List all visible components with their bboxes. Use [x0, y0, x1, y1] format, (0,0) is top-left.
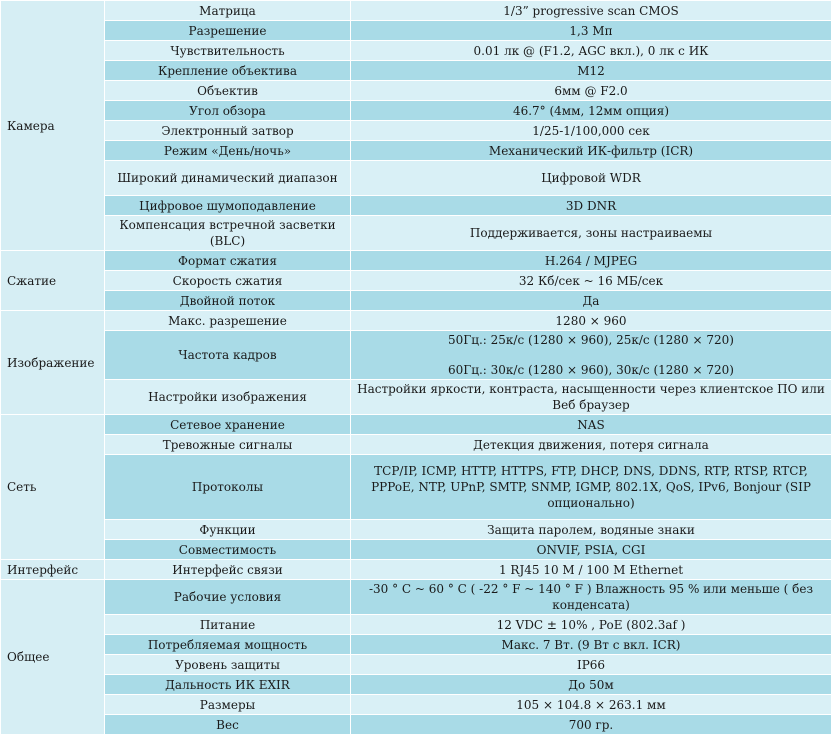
parameter-cell: Интерфейс связи [105, 560, 351, 580]
table-row [1, 121, 831, 141]
parameter-cell: Двойной поток [105, 291, 351, 311]
parameter-cell: Уровень защиты [105, 655, 351, 675]
table-row [1, 615, 831, 635]
parameter-cell: Питание [105, 615, 351, 635]
table-row [1, 695, 831, 715]
table-row [1, 635, 831, 655]
table-row [1, 291, 831, 311]
parameter-cell: Формат сжатия [105, 251, 351, 271]
parameter-cell: Сетевое хранение [105, 415, 351, 435]
value-cell: Макс. 7 Вт. (9 Вт с вкл. ICR) [351, 635, 831, 655]
category-cell: Изображение [1, 311, 105, 415]
table-row [1, 455, 831, 520]
specifications-body [1, 1, 831, 735]
parameter-cell: Угол обзора [105, 101, 351, 121]
category-cell: Сжатие [1, 251, 105, 311]
table-row [1, 196, 831, 216]
value-cell: 1 RJ45 10 M / 100 M Ethernet [351, 560, 831, 580]
parameter-cell: Макс. разрешение [105, 311, 351, 331]
parameter-cell: Чувствительность [105, 41, 351, 61]
value-cell: TCP/IP, ICMP, HTTP, HTTPS, FTP, DHCP, DNS, DDNS, RTP, RTSP, RTCP, PPPoE, NTP, UPnP, SMTP, SNMP, IGMP, 802.1X, QoS, IPv6, Bonjour (SIP опционально) [351, 455, 831, 520]
category-cell: Общее [1, 580, 105, 735]
table-row [1, 271, 831, 291]
parameter-cell: Матрица [105, 1, 351, 21]
table-row [1, 435, 831, 455]
parameter-cell: Режим «День/ночь» [105, 141, 351, 161]
table-row [1, 675, 831, 695]
value-cell: 1280 × 960 [351, 311, 831, 331]
table-row [1, 311, 831, 331]
parameter-cell: Частота кадров [105, 331, 351, 380]
table-row [1, 580, 831, 615]
value-line: 60Гц.: 30к/с (1280 × 960), 30к/с (1280 × 720) [355, 362, 827, 378]
table-row [1, 81, 831, 101]
table-row [1, 101, 831, 121]
table-row [1, 251, 831, 271]
parameter-cell: Цифровое шумоподавление [105, 196, 351, 216]
value-cell: IP66 [351, 655, 831, 675]
table-row [1, 1, 831, 21]
parameter-cell: Широкий динамический диапазон [105, 161, 351, 196]
table-row [1, 41, 831, 61]
parameter-cell: Протоколы [105, 455, 351, 520]
table-row [1, 520, 831, 540]
category-cell: Сеть [1, 415, 105, 560]
value-cell: 105 × 104.8 × 263.1 мм [351, 695, 831, 715]
parameter-cell: Крепление объектива [105, 61, 351, 81]
table-row [1, 21, 831, 41]
value-line: 50Гц.: 25к/с (1280 × 960), 25к/с (1280 × 720) [355, 332, 827, 348]
value-cell: 12 VDC ± 10% , PoE (802.3af ) [351, 615, 831, 635]
parameter-cell: Совместимость [105, 540, 351, 560]
parameter-cell: Скорость сжатия [105, 271, 351, 291]
value-cell: 3D DNR [351, 196, 831, 216]
value-cell: 1,3 Мп [351, 21, 831, 41]
value-cell: 46.7° (4мм, 12мм опция) [351, 101, 831, 121]
value-cell: NAS [351, 415, 831, 435]
value-cell: Защита паролем, водяные знаки [351, 520, 831, 540]
value-cell: 700 гр. [351, 715, 831, 735]
table-row [1, 715, 831, 735]
table-row [1, 61, 831, 81]
parameter-cell: Рабочие условия [105, 580, 351, 615]
value-cell: Цифровой WDR [351, 161, 831, 196]
value-cell: H.264 / MJPEG [351, 251, 831, 271]
table-row [1, 331, 831, 380]
value-cell: До 50м [351, 675, 831, 695]
parameter-cell: Объектив [105, 81, 351, 101]
table-row [1, 560, 831, 580]
value-cell: M12 [351, 61, 831, 81]
value-cell: 32 Кб/сек ~ 16 МБ/сек [351, 271, 831, 291]
value-cell [351, 331, 831, 380]
table-row [1, 540, 831, 560]
table-row [1, 141, 831, 161]
table-row [1, 161, 831, 196]
parameter-cell: Настройки изображения [105, 380, 351, 415]
value-cell: 6мм @ F2.0 [351, 81, 831, 101]
table-row [1, 655, 831, 675]
value-cell: Поддерживается, зоны настраиваемы [351, 216, 831, 251]
parameter-cell: Электронный затвор [105, 121, 351, 141]
value-cell: Механический ИК-фильтр (ICR) [351, 141, 831, 161]
value-cell: 1/25-1/100,000 сек [351, 121, 831, 141]
parameter-cell: Тревожные сигналы [105, 435, 351, 455]
value-cell: 1/3” progressive scan CMOS [351, 1, 831, 21]
table-row [1, 415, 831, 435]
table-row [1, 380, 831, 415]
value-cell: Да [351, 291, 831, 311]
value-cell: 0.01 лк @ (F1.2, AGC вкл.), 0 лк с ИК [351, 41, 831, 61]
value-cell: Детекция движения, потеря сигнала [351, 435, 831, 455]
value-cell: -30 ° C ~ 60 ° C ( -22 ° F ~ 140 ° F ) Влажность 95 % или меньше ( без конденсата) [351, 580, 831, 615]
parameter-cell: Потребляемая мощность [105, 635, 351, 655]
category-cell: Камера [1, 1, 105, 251]
value-cell: ONVIF, PSIA, CGI [351, 540, 831, 560]
parameter-cell: Функции [105, 520, 351, 540]
parameter-cell: Размеры [105, 695, 351, 715]
parameter-cell: Компенсация встречной засветки (BLC) [105, 216, 351, 251]
parameter-cell: Вес [105, 715, 351, 735]
value-cell: Настройки яркости, контраста, насыщенности через клиентское ПО или Веб браузер [351, 380, 831, 415]
parameter-cell: Разрешение [105, 21, 351, 41]
table-row [1, 216, 831, 251]
parameter-cell: Дальность ИК EXIR [105, 675, 351, 695]
category-cell: Интерфейс [1, 560, 105, 580]
